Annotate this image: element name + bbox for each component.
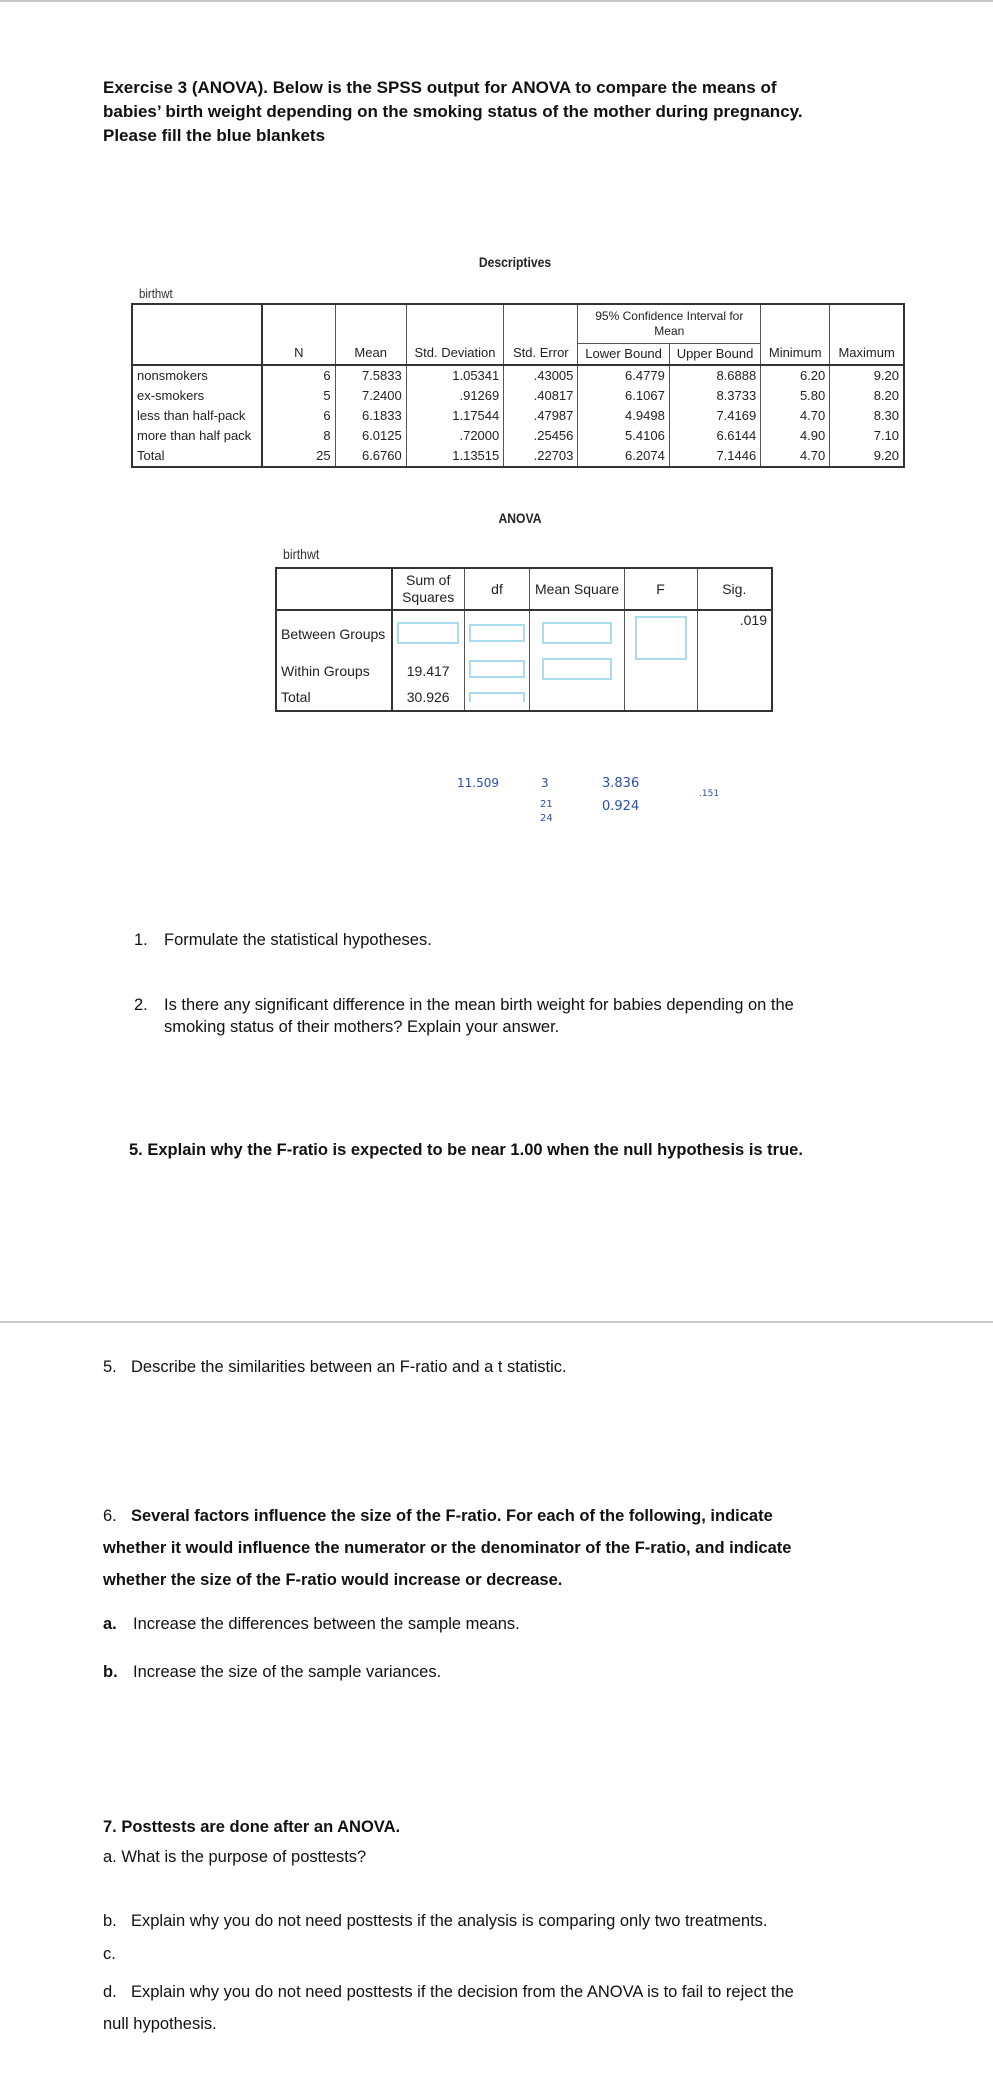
question-6a-label: a. xyxy=(103,1615,117,1633)
descriptives-cell-maximum: 8.20 xyxy=(830,386,904,406)
col-minimum: Minimum xyxy=(761,343,830,365)
descriptives-cell-std-deviation: .91269 xyxy=(406,386,504,406)
page-divider xyxy=(0,1321,993,1323)
descriptives-cell-minimum: 4.70 xyxy=(761,446,830,467)
anova-between-sig: .019 xyxy=(697,610,772,657)
descriptives-cell-minimum: 6.20 xyxy=(761,365,830,386)
descriptives-cell-std-error: .40817 xyxy=(504,386,578,406)
question-6a xyxy=(103,1613,520,1635)
anova-col-sig: Sig. xyxy=(697,568,772,610)
descriptives-cell-mean: 6.6760 xyxy=(335,446,406,467)
handwritten-df-within: 21 xyxy=(540,799,553,810)
descriptives-cell-mean: 6.1833 xyxy=(335,406,406,426)
descriptives-cell-lower-bound: 6.4779 xyxy=(578,365,669,386)
descriptives-cell-std-error: .25456 xyxy=(504,426,578,446)
col-maximum: Maximum xyxy=(830,343,904,365)
desc-header-row-1 xyxy=(132,304,904,343)
question-5b-text: Describe the similarities between an F-ratio and a t statistic. xyxy=(131,1358,567,1376)
anova-col-ss-line2: Squares xyxy=(402,589,455,605)
descriptives-row-label: more than half pack xyxy=(132,426,262,446)
question-2-number: 2. xyxy=(134,996,148,1014)
descriptives-cell-upper-bound: 6.6144 xyxy=(669,426,760,446)
question-6b xyxy=(103,1661,441,1683)
col-std-deviation: Std. Deviation xyxy=(406,343,504,365)
anova-total-ss: 30.926 xyxy=(406,689,450,705)
handwritten-df-total: 24 xyxy=(540,813,553,824)
descriptives-cell-std-deviation: 1.13515 xyxy=(406,446,504,467)
question-6-number: 6. xyxy=(103,1507,117,1525)
descriptives-cell-n: 25 xyxy=(316,447,331,463)
descriptives-cell-mean: 6.0125 xyxy=(335,426,406,446)
descriptives-row-label: nonsmokers xyxy=(132,365,262,386)
blank-between-ms[interactable] xyxy=(542,622,612,644)
col-std-error: Std. Error xyxy=(504,343,578,365)
question-7d-label: d. xyxy=(103,1983,117,2001)
descriptives-cell-minimum: 4.90 xyxy=(761,426,830,446)
descriptives-cell-minimum: 5.80 xyxy=(761,386,830,406)
intro-line-2: babies’ birth weight depending on the smoking status of the mother during pregnancy. xyxy=(103,102,803,121)
question-1 xyxy=(134,929,432,951)
question-7b-text: Explain why you do not need posttests if the analysis is comparing only two treatments. xyxy=(131,1912,768,1930)
question-7c: c. xyxy=(103,1945,116,1963)
question-7b-label: b. xyxy=(103,1912,117,1930)
descriptives-cell-mean: 7.2400 xyxy=(335,386,406,406)
anova-row-between xyxy=(276,610,772,657)
descriptives-cell-std-error: .22703 xyxy=(504,446,578,467)
anova-title: ANOVA xyxy=(498,511,542,526)
anova-variable-label: birthwt xyxy=(283,546,320,562)
descriptives-row xyxy=(132,426,904,446)
anova-header-row xyxy=(276,568,772,610)
anova-row-total-label: Total xyxy=(276,684,392,711)
descriptives-cell-n: 6 xyxy=(323,407,331,423)
blank-within-df[interactable] xyxy=(469,660,525,678)
descriptives-cell-lower-bound: 6.2074 xyxy=(578,446,669,467)
handwritten-df-between: 3 xyxy=(541,776,549,790)
blank-between-df[interactable] xyxy=(469,624,525,642)
descriptives-cell-mean: 7.5833 xyxy=(335,365,406,386)
question-6b-text: Increase the size of the sample variances. xyxy=(133,1663,442,1681)
handwritten-ms-within: 0.924 xyxy=(602,799,640,814)
question-7d-line-1: Explain why you do not need posttests if the decision from the ANOVA is to fail to reject the xyxy=(131,1983,794,2001)
question-5b-number: 5. xyxy=(103,1358,117,1376)
descriptives-cell-lower-bound: 6.1067 xyxy=(578,386,669,406)
descriptives-row-label: less than half-pack xyxy=(132,406,262,426)
descriptives-cell-minimum: 4.70 xyxy=(761,406,830,426)
handwritten-f-value: .151 xyxy=(699,789,720,799)
top-divider xyxy=(0,0,993,2)
descriptives-row xyxy=(132,406,904,426)
anova-row-within-label: Within Groups xyxy=(276,657,392,684)
descriptives-row xyxy=(132,446,904,467)
descriptives-cell-lower-bound: 4.9498 xyxy=(578,406,669,426)
anova-table xyxy=(275,567,773,712)
question-7d xyxy=(103,1976,963,2040)
question-7a: a. What is the purpose of posttests? xyxy=(103,1848,367,1866)
descriptives-row xyxy=(132,365,904,386)
handwritten-ss-between: 11.509 xyxy=(457,776,499,790)
question-7b xyxy=(103,1910,768,1932)
question-1-text: Formulate the statistical hypotheses. xyxy=(164,931,432,949)
question-6-line-3: whether the size of the F-ratio would increase or decrease. xyxy=(103,1571,563,1589)
descriptives-cell-maximum: 9.20 xyxy=(830,365,904,386)
intro-line-3: Please fill the blue blankets xyxy=(103,126,326,145)
descriptives-cell-upper-bound: 8.6888 xyxy=(669,365,760,386)
blank-total-df[interactable] xyxy=(469,692,525,702)
descriptives-cell-std-deviation: .72000 xyxy=(406,426,504,446)
descriptives-cell-upper-bound: 8.3733 xyxy=(669,386,760,406)
question-6 xyxy=(103,1500,963,1596)
descriptives-cell-upper-bound: 7.1446 xyxy=(669,446,760,467)
col-upper-bound: Upper Bound xyxy=(669,343,760,365)
descriptives-title: Descriptives xyxy=(478,255,552,270)
handwritten-ms-between: 3.836 xyxy=(602,776,640,791)
descriptives-variable-label: birthwt xyxy=(139,286,173,301)
descriptives-cell-lower-bound: 5.4106 xyxy=(578,426,669,446)
question-7-title: 7. Posttests are done after an ANOVA. xyxy=(103,1818,401,1836)
anova-row-total xyxy=(276,684,772,711)
descriptives-cell-n: 5 xyxy=(323,387,331,403)
question-2-line-2: smoking status of their mothers? Explain your answer. xyxy=(164,1018,560,1036)
question-6-line-1: Several factors influence the size of the F-ratio. For each of the following, indicate xyxy=(131,1507,773,1525)
descriptives-cell-maximum: 7.10 xyxy=(830,426,904,446)
anova-within-ss: 19.417 xyxy=(406,662,450,679)
blank-between-ss[interactable] xyxy=(397,622,459,644)
col-lower-bound: Lower Bound xyxy=(578,343,669,365)
blank-f-value[interactable] xyxy=(635,616,687,660)
descriptives-row-label: Total xyxy=(132,446,262,467)
exercise-intro xyxy=(103,76,893,148)
question-1-number: 1. xyxy=(134,931,148,949)
descriptives-cell-std-error: .47987 xyxy=(504,406,578,426)
anova-col-ss xyxy=(392,568,464,610)
anova-row-between-label: Between Groups xyxy=(276,610,392,657)
descriptives-cell-std-deviation: 1.05341 xyxy=(406,365,504,386)
intro-line-1: Exercise 3 (ANOVA). Below is the SPSS output for ANOVA to compare the means of xyxy=(103,78,777,97)
descriptives-cell-std-deviation: 1.17544 xyxy=(406,406,504,426)
descriptives-cell-std-error: .43005 xyxy=(504,365,578,386)
blank-within-ms[interactable] xyxy=(542,658,612,680)
question-6a-text: Increase the differences between the sample means. xyxy=(133,1615,520,1633)
descriptives-row xyxy=(132,386,904,406)
anova-col-df: df xyxy=(464,568,530,610)
question-5-similarities xyxy=(103,1356,567,1378)
descriptives-cell-n: 6 xyxy=(323,367,331,383)
anova-col-f: F xyxy=(624,568,697,610)
anova-col-ms: Mean Square xyxy=(530,568,624,610)
question-6b-label: b. xyxy=(103,1663,118,1681)
question-7d-line-2: null hypothesis. xyxy=(103,2015,217,2033)
ci-header: 95% Confidence Interval for Mean xyxy=(578,304,761,343)
col-n: N xyxy=(294,345,304,361)
descriptives-cell-maximum: 9.20 xyxy=(830,446,904,467)
question-5-bold: 5. Explain why the F-ratio is expected to be near 1.00 when the null hypothesis is true. xyxy=(129,1141,803,1159)
descriptives-cell-maximum: 8.30 xyxy=(830,406,904,426)
anova-row-within xyxy=(276,657,772,684)
question-6-line-2: whether it would influence the numerator or the denominator of the F-ratio, and indicate xyxy=(103,1539,792,1557)
question-2-line-1: Is there any significant difference in the mean birth weight for babies depending on the xyxy=(164,996,794,1014)
descriptives-cell-upper-bound: 7.4169 xyxy=(669,406,760,426)
descriptives-table xyxy=(131,303,905,468)
question-2 xyxy=(134,994,934,1038)
descriptives-cell-n: 8 xyxy=(323,427,331,443)
descriptives-row-label: ex-smokers xyxy=(132,386,262,406)
col-mean: Mean xyxy=(335,343,406,365)
anova-col-ss-line1: Sum of xyxy=(405,572,451,588)
